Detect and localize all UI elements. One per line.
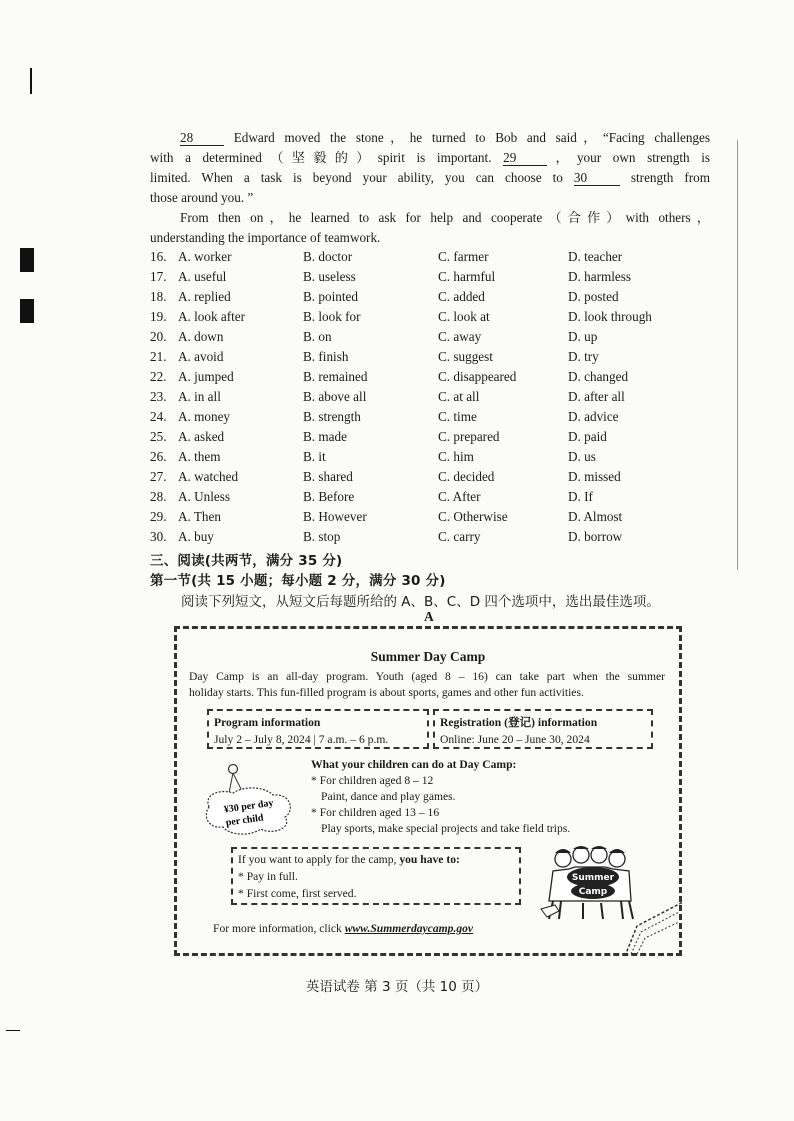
- passage-letter: A: [424, 609, 434, 624]
- price-line-2: per child: [225, 812, 265, 829]
- binding-mark-top: [30, 68, 32, 94]
- option-row: 18. A. replied B. pointed C. added D. posted: [150, 289, 619, 304]
- more-info: For more information, click www.Summerdaycamp.gov: [213, 922, 474, 935]
- option-row: 23. A. in all B. above all C. at all D. after all: [150, 389, 625, 404]
- passage: [150, 128, 710, 248]
- apply-box: [231, 847, 521, 905]
- passage-line-1: 28 Edward moved the stone，he turned to Bob and said，“Facing challenges: [180, 130, 711, 145]
- option-row: 16. A. worker B. doctor C. farmer D. teacher: [150, 249, 623, 264]
- activities-title: What your children can do at Day Camp:: [311, 758, 517, 771]
- option-row: 28. A. Unless B. Before C. After D. If: [150, 489, 593, 504]
- apply-item-2: * First come, first served.: [238, 887, 357, 900]
- option-row: 24. A. money B. strength C. time D. advice: [150, 409, 619, 424]
- price-tag-icon: [199, 763, 299, 839]
- option-row: 27. A. watched B. shared C. decided D. missed: [150, 469, 621, 484]
- ad-intro-line-2: holiday starts. This fun-filled program is about sports, games and other fun activities.: [189, 686, 584, 699]
- activities-group-1-desc: Paint, dance and play games.: [321, 790, 456, 803]
- passage-line-4: those around you. ”: [150, 190, 254, 205]
- activities-group-2: * For children aged 13 – 16: [311, 806, 440, 819]
- apply-item-1: * Pay in full.: [238, 870, 298, 883]
- price-line-1: ¥30 per day: [223, 797, 275, 816]
- blank-30: 30: [574, 170, 620, 186]
- page-corner-decoration: [622, 898, 684, 958]
- logo-line-1: Summer: [571, 873, 615, 883]
- option-row: 26. A. them B. it C. him D. us: [150, 449, 596, 464]
- binding-block-1: [20, 248, 34, 272]
- registration-info-title: Registration (登记) information: [440, 716, 598, 729]
- ad-intro-line-1: Day Camp is an all-day program. Youth (aged 8 – 16) can take part when the summer: [189, 670, 665, 683]
- option-row: 22. A. jumped B. remained C. disappeared D. changed: [150, 369, 629, 384]
- blank-28: 28: [180, 130, 224, 146]
- binding-block-2: [20, 299, 34, 323]
- registration-info-box: [433, 709, 653, 749]
- passage-line-3: limited. When a task is beyond your ability, you can choose to 30 strength from: [150, 170, 711, 185]
- activities-group-1: * For children aged 8 – 12: [311, 774, 434, 787]
- binding-mark-bottom: [6, 1030, 20, 1031]
- logo-line-2: Camp: [578, 887, 608, 897]
- option-row: 19. A. look after B. look for C. look at D. look through: [150, 309, 652, 324]
- passage-line-2: with a determined（坚毅的）spirit is important. 29 ，your own strength is: [150, 150, 711, 165]
- subsection-heading: 第一节(共 15 小题；每小题 2 分，满分 30 分): [150, 573, 446, 589]
- option-row: 20. A. down B. on C. away D. up: [150, 329, 598, 344]
- options-list: [150, 247, 710, 547]
- passage-line-6: understanding the importance of teamwork.: [150, 230, 381, 245]
- page-footer: 英语试卷 第 3 页（共 10 页）: [305, 979, 489, 995]
- registration-info-text: Online: June 20 – June 30, 2024: [440, 733, 590, 746]
- binding-line-right: [737, 140, 738, 570]
- option-row: 29. A. Then B. However C. Otherwise D. Almost: [150, 509, 623, 524]
- apply-title: If you want to apply for the camp, you have to:: [238, 853, 460, 866]
- program-info-text: July 2 – July 8, 2024 | 7 a.m. – 6 p.m.: [214, 733, 389, 746]
- option-row: 17. A. useful B. useless C. harmful D. harmless: [150, 269, 631, 284]
- summer-camp-ad: [174, 626, 682, 956]
- activities-section: [311, 757, 661, 837]
- option-row: 30. A. buy B. stop C. carry D. borrow: [150, 529, 623, 544]
- activities-group-2-desc: Play sports, make special projects and take field trips.: [321, 822, 571, 835]
- blank-29: 29: [503, 150, 547, 166]
- program-info-title: Program information: [214, 716, 321, 729]
- passage-line-5: From then on，he learned to ask for help and cooperate（合作）with others，: [180, 210, 710, 225]
- option-row: 21. A. avoid B. finish C. suggest D. try: [150, 349, 599, 364]
- camp-website-link[interactable]: www.Summerdaycamp.gov: [344, 922, 474, 935]
- section-heading: 三、阅读(共两节，满分 35 分): [150, 553, 343, 569]
- ad-title: Summer Day Camp: [370, 649, 486, 664]
- instruction: 阅读下列短文，从短文后每题所给的 A、B、C、D 四个选项中，选出最佳选项。: [181, 594, 660, 610]
- option-row: 25. A. asked B. made C. prepared D. paid: [150, 429, 607, 444]
- program-info-box: [207, 709, 429, 749]
